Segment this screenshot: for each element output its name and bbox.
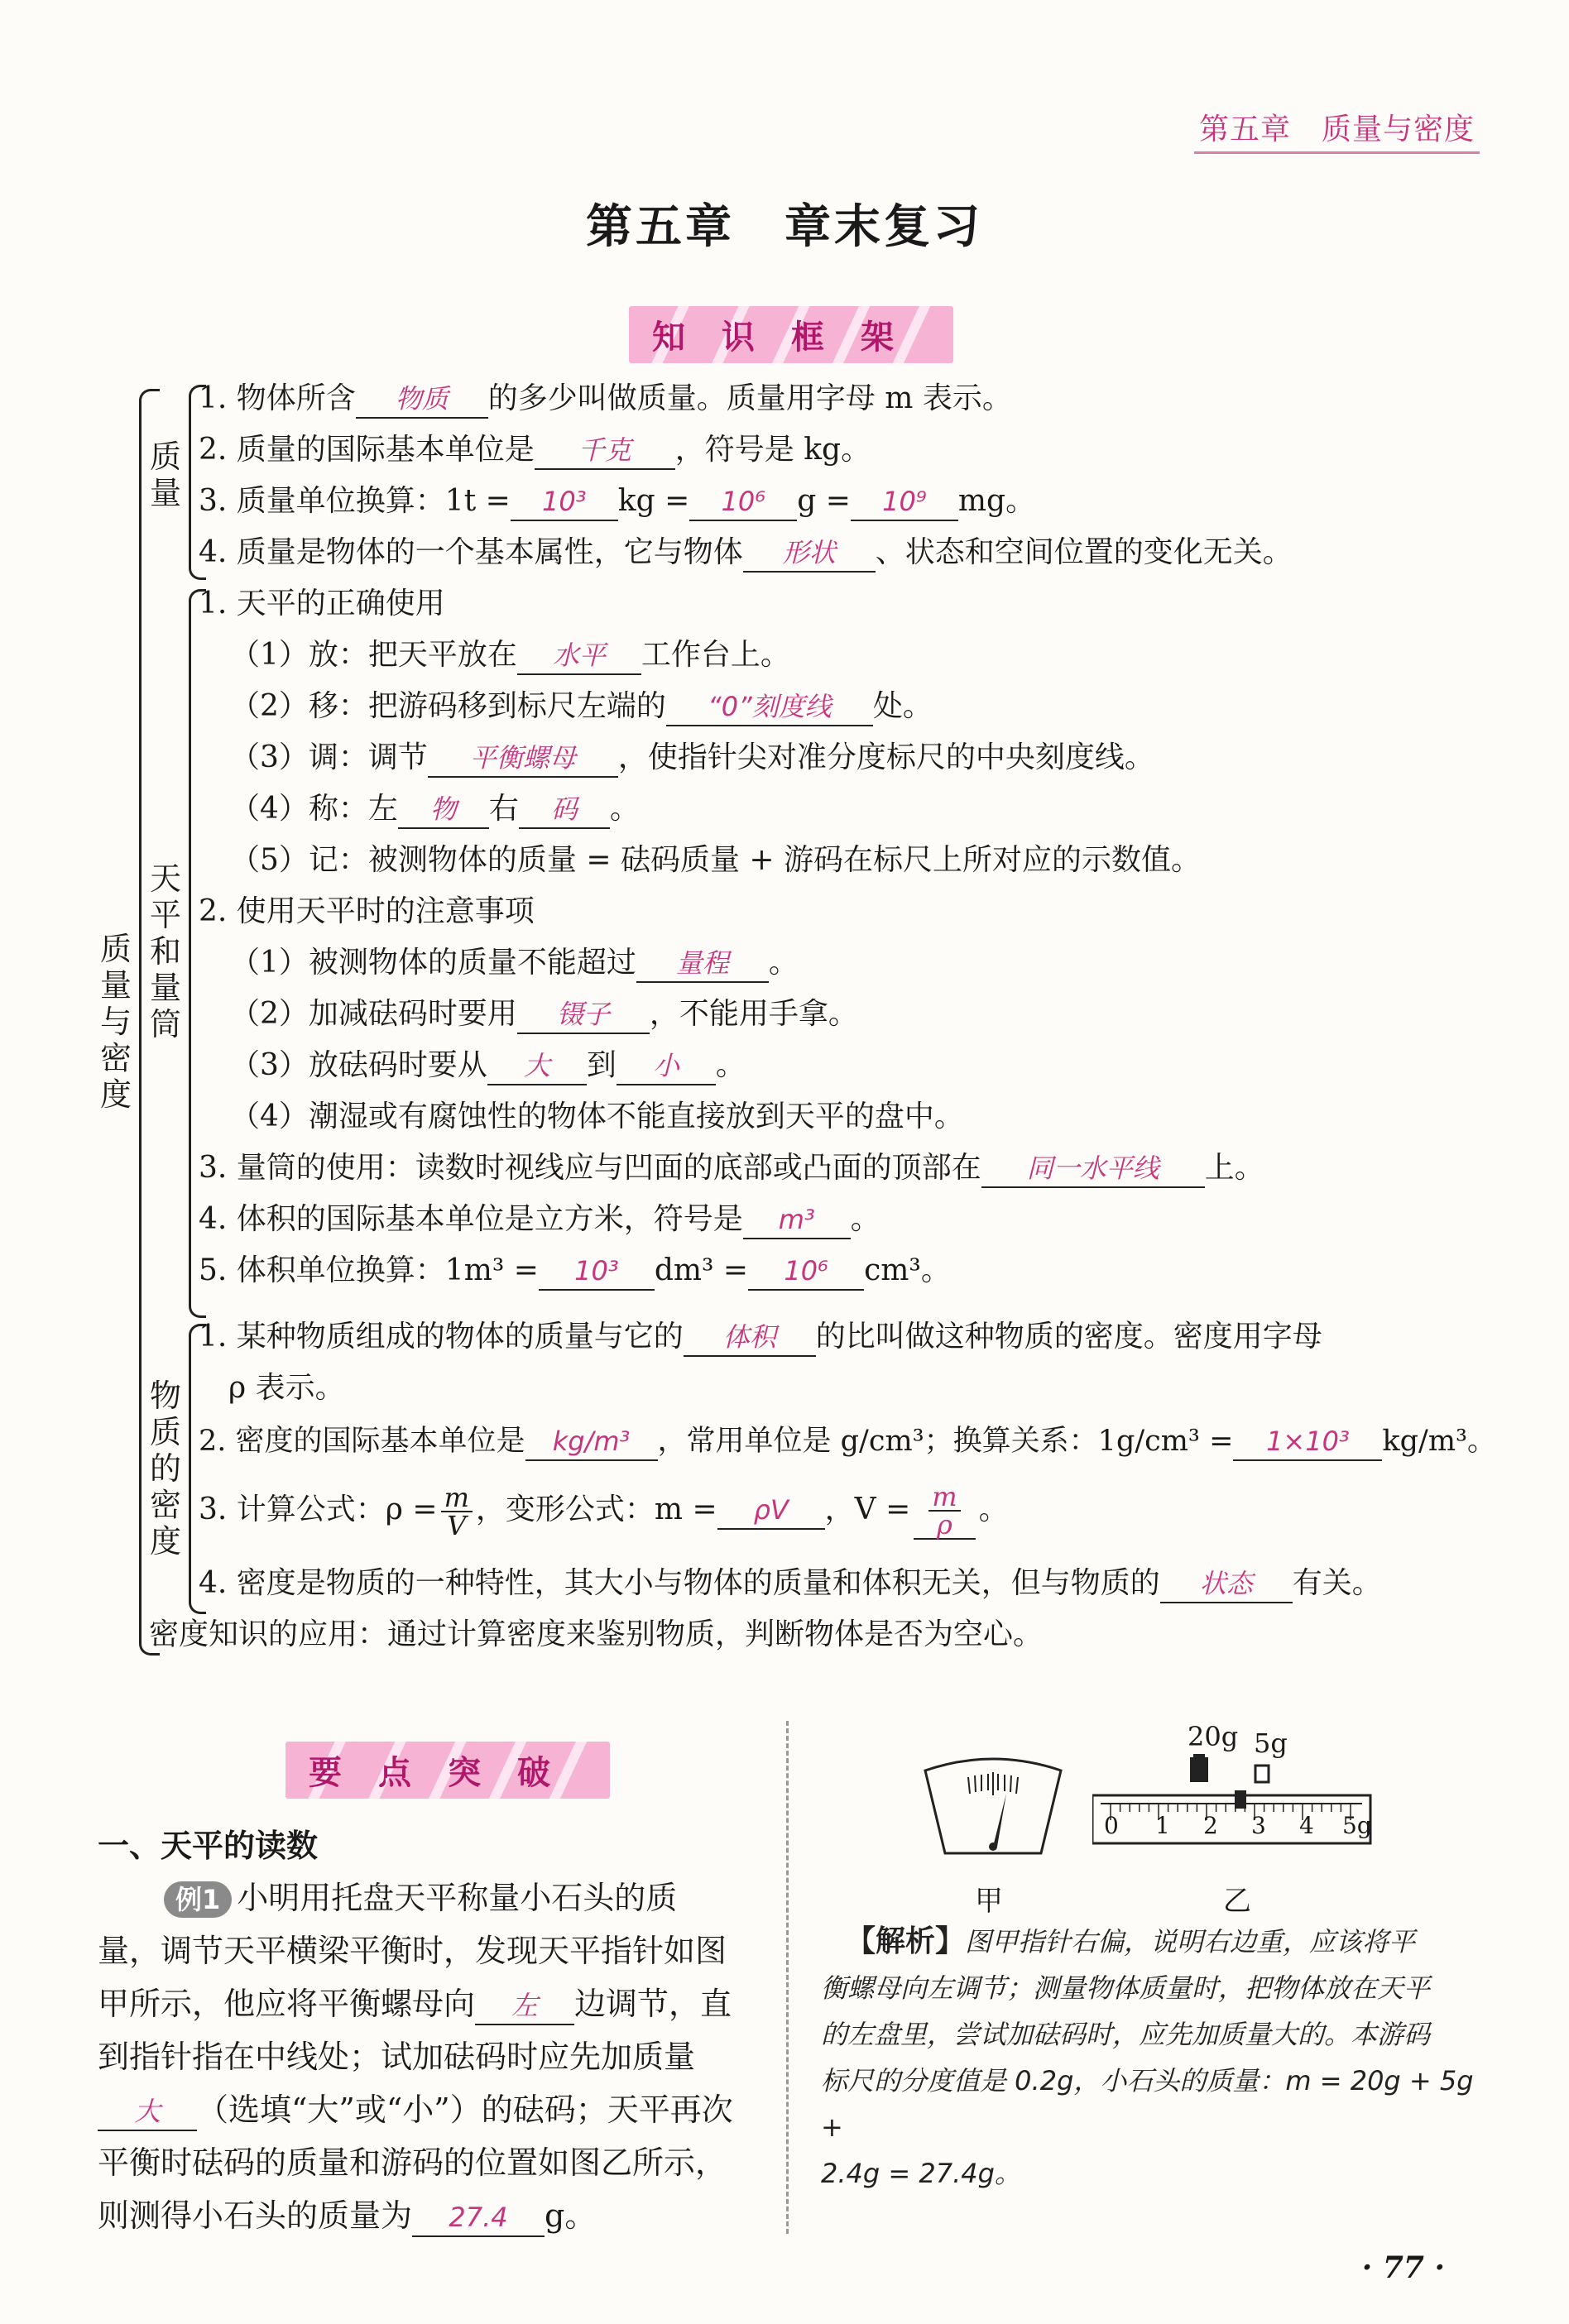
answer-blank: 同一水平线 <box>981 1150 1205 1188</box>
density-line-2: 2. 密度的国际基本单位是 kg/m³ ，常用单位是 g/cm³；换算关系：1g/cm³ = 1×10³ kg/m³。 <box>199 1420 1496 1463</box>
page-number: · 77 · <box>1361 2250 1445 2285</box>
mass-line-3: 3. 质量单位换算：1t = 10³ kg = 10⁶ g = 10⁹ mg。 <box>199 480 1035 523</box>
page-title: 第五章 章末复习 <box>586 199 983 254</box>
balance-label: 天平和量筒 <box>149 860 181 1042</box>
balance-record: （5）记：被测物体的质量 = 砝码质量 + 游码在标尺上所对应的示数值。 <box>230 843 1202 877</box>
answer-blank: 27.4 <box>412 2199 545 2237</box>
balance-weigh: （4）称：左 物 右 码 。 <box>230 788 640 831</box>
weight-20g-label: 20g <box>1188 1721 1239 1752</box>
answer-blank: 左 <box>475 1987 574 2025</box>
answer-blank: 形状 <box>743 534 876 573</box>
example-tag: 例1 <box>164 1881 232 1918</box>
answer-blank: “0”刻度线 <box>666 688 873 726</box>
balance-line-5: 5. 体积单位换算：1m³ = 10³ dm³ = 10⁶ cm³。 <box>199 1249 951 1292</box>
weight-5g-icon <box>1255 1766 1269 1782</box>
balance-line-4: 4. 体积的国际基本单位是立方米，符号是 m³ 。 <box>199 1198 880 1241</box>
weight-5g-label: 5g <box>1254 1727 1288 1759</box>
answer-blank: 10⁶ <box>689 483 797 521</box>
mass-label: 质量 <box>149 438 181 511</box>
rider-marker <box>1235 1790 1246 1809</box>
answer-blank: 水平 <box>517 637 641 675</box>
density-line-1b: ρ 表示。 <box>228 1371 345 1405</box>
example-1: 例1 小明用托盘天平称量小石头的质 量，调节天平横梁平衡时，发现天平指针如图 甲所示，他应将平衡螺母向 左 边调节，直 到指针指在中线处；试加砝码时应先加质量 大 （选填“大”或“小”）的砝码；天平再次 平衡时砝码的质量和游码的位置如图乙所示， 则测得小石头的质量为 27.4 g。 <box>98 1871 760 2242</box>
answer-blank: 千克 <box>535 432 675 470</box>
density-line-3: 3. 计算公式：ρ = $\frac{m}{V}$ ，变形公式：m = ρV ，V = $\frac{m}{\rho}$ 。 <box>199 1481 1009 1541</box>
mass-line-1: 1. 物体所含 物质 的多少叫做质量。质量用字母 m 表示。 <box>199 377 1012 420</box>
answer-blank: 平衡螺母 <box>428 740 618 778</box>
pointer-needle <box>993 1794 1006 1847</box>
density-fraction: $\frac{m}{V}$ <box>441 1484 473 1539</box>
answer-blank: ρV <box>717 1492 825 1530</box>
answer-blank: 10⁶ <box>748 1253 864 1291</box>
balance-line-2: 2. 使用天平时的注意事项 <box>199 894 535 928</box>
answer-blank: 物 <box>398 791 489 829</box>
answer-blank: 1×10³ <box>1233 1423 1382 1461</box>
balance-move: （2）移：把游码移到标尺左端的 “0”刻度线 处。 <box>230 685 933 728</box>
answer-blank: 大 <box>98 2093 197 2131</box>
caution-3: （3）放砝码时要从 大 到 小 。 <box>230 1044 746 1087</box>
answer-blank: 镊子 <box>517 996 650 1034</box>
balance-line-1: 1. 天平的正确使用 <box>199 587 445 621</box>
answer-blank: 状态 <box>1160 1565 1293 1603</box>
balance-line-3: 3. 量筒的使用：读数时视线应与凹面的底部或凸面的顶部在 同一水平线 上。 <box>199 1147 1264 1190</box>
chapter-header: 第五章 质量与密度 <box>1194 106 1480 154</box>
balance-put: （1）放：把天平放在 水平 工作台上。 <box>230 634 790 677</box>
answer-blank: 体积 <box>684 1319 816 1357</box>
answer-blank: 10⁹ <box>851 483 958 521</box>
density-line-4: 4. 密度是物质的一种特性，其大小与物体的质量和体积无关，但与物质的 状态 有关。 <box>199 1562 1382 1605</box>
answer-blank: 大 <box>487 1047 587 1085</box>
answer-blank: 小 <box>617 1047 716 1085</box>
banner-knowledge-framework: 知识框架 <box>629 306 953 363</box>
caution-1: （1）被测物体的质量不能超过 量程 。 <box>230 942 799 985</box>
analysis-block: 【解析】图甲指针右偏，说明右边重，应该将平 衡螺母向左调节；测量物体质量时，把物体放在天平 的左盘里，尝试加砝码时，应先加质量大的。本游码 标尺的分度值是 0.2g，小石头的质量：m = 20g + 5g + 2.4g = 27.4g。 <box>821 1924 1474 2189</box>
balance-adjust: （3）调：调节 平衡螺母 ，使指针尖对准分度标尺的中央刻度线。 <box>230 736 1154 779</box>
banner-key-points: 要点突破 <box>285 1742 610 1799</box>
caution-2: （2）加减砝码时要用 镊子 ，不能用手拿。 <box>230 993 858 1036</box>
figure-label-jia: 甲 <box>975 1885 1003 1918</box>
answer-blank: 10³ <box>539 1253 655 1291</box>
caution-4: （4）潮湿或有腐蚀性的物体不能直接放到天平的盘中。 <box>230 1100 964 1133</box>
volume-fraction-answer: $\frac{m}{\rho}$ <box>914 1483 975 1540</box>
answer-blank: 物质 <box>356 381 488 419</box>
answer-blank: kg/m³ <box>525 1423 658 1461</box>
scale-tick-labels: 0 1 2 3 4 5g <box>1104 1812 1372 1839</box>
answer-blank: 码 <box>519 791 610 829</box>
answer-blank: 10³ <box>511 483 618 521</box>
answer-blank: m³ <box>743 1201 851 1239</box>
weight-20g-icon <box>1190 1757 1208 1782</box>
application-line: 密度知识的应用：通过计算密度来鉴别物质，判断物体是否为空心。 <box>149 1617 1044 1651</box>
analysis-tag: 【解析】 <box>846 1924 966 1958</box>
root-label: 质量与密度 <box>99 931 132 1113</box>
figure-label-yi: 乙 <box>1223 1885 1251 1918</box>
density-line-1: 1. 某种物质组成的物体的质量与它的 体积 的比叫做这种物质的密度。密度用字母 <box>199 1315 1322 1358</box>
mass-line-2: 2. 质量的国际基本单位是 千克 ，符号是 kg。 <box>199 429 871 472</box>
column-divider <box>786 1721 789 2234</box>
section-heading: 一、天平的读数 <box>98 1827 319 1864</box>
density-label: 物质的密度 <box>149 1378 181 1560</box>
balance-dial-figure <box>919 1754 1068 1886</box>
answer-blank: 量程 <box>636 945 769 983</box>
mass-line-4: 4. 质量是物体的一个基本属性，它与物体 形状 、状态和空间位置的变化无关。 <box>199 531 1293 574</box>
